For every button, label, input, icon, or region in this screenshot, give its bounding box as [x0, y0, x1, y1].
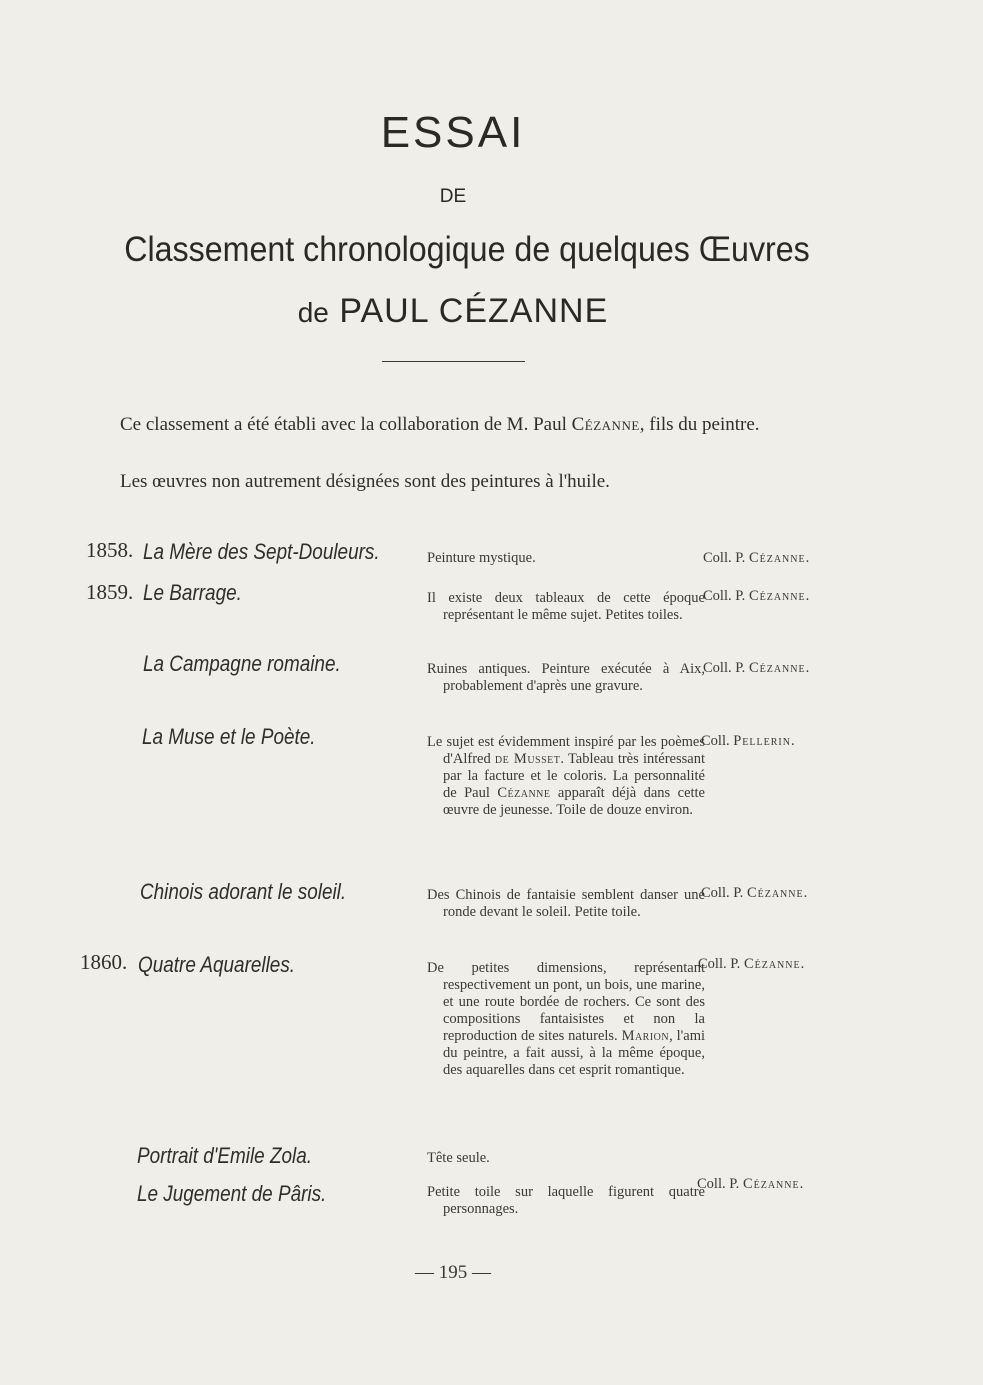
collection-prefix: Coll. P. [701, 885, 744, 901]
entry-description: Peinture mystique. [427, 550, 536, 566]
description-name: Marion [621, 1028, 670, 1044]
entry-description: Des Chinois de fantaisie semblent danser une ronde devant le soleil. Petite toile. [427, 887, 705, 920]
collection-name: Cézanne. [748, 660, 811, 676]
collection-prefix: Coll. P. [698, 956, 741, 972]
intro-text: Ce classement a été établi avec la collaboration de M. Paul [120, 414, 572, 435]
collection-prefix: Coll. P. [703, 660, 746, 676]
collection-name: Cézanne. [748, 588, 811, 604]
entry-year: 1860. [80, 950, 128, 974]
description-text: . Tableau très intéressant par la facture et le coloris. La personnalité de Paul [443, 751, 705, 801]
collection-name: Cézanne. [748, 550, 811, 566]
entry-description: Petite toile sur laquelle figurent quatre personnages. [427, 1184, 705, 1217]
author-name: PAUL CÉZANNE [339, 292, 609, 330]
collection-name: Cézanne. [743, 956, 806, 972]
intro-name: Cézanne [571, 414, 640, 435]
intro-paragraph-1 [87, 412, 847, 437]
page-number: — 195 — [415, 1262, 491, 1283]
title-essai: ESSAI [380, 108, 526, 157]
entry-title: Chinois adorant le soleil. [140, 879, 347, 904]
author-prefix: de [297, 297, 329, 328]
title-author [0, 292, 906, 331]
entry-description: Ruines antiques. Peinture exécutée à Aix, probablement d'après une gravure. [427, 661, 705, 694]
intro-paragraph-2: Les œuvres non autrement désignées sont des peintures à l'huile. [120, 471, 610, 492]
intro-text-end: , fils du peintre. [639, 414, 760, 435]
description-name: Cézanne [497, 785, 551, 801]
entry-description [427, 734, 705, 819]
entry-collection [703, 588, 810, 605]
entry-title: La Muse et le Poète. [142, 724, 316, 749]
entry-collection [703, 550, 810, 567]
collection-prefix: Coll. P. [697, 1176, 740, 1192]
entry-description: Il existe deux tableaux de cette époque représentant le même sujet. Petites toiles. [427, 590, 705, 623]
collection-prefix: Coll. P. [703, 550, 746, 566]
description-text: apparaît déjà dans cette œuvre de jeunesse. Toile de douze environ. [443, 785, 705, 818]
entry-collection [701, 885, 808, 902]
collection-name: Cézanne. [742, 1176, 805, 1192]
entry-title: Le Jugement de Pâris. [137, 1181, 327, 1206]
collection-prefix: Coll. [701, 733, 730, 749]
entry-title: Quatre Aquarelles. [138, 952, 296, 977]
entry-title: La Mère des Sept-Douleurs. [143, 539, 380, 564]
entry-collection [698, 956, 805, 973]
entry-collection [697, 1176, 804, 1193]
entry-title: Le Barrage. [143, 580, 242, 605]
entry-collection [701, 733, 796, 750]
entry-title: Portrait d'Emile Zola. [137, 1143, 313, 1168]
description-name: de Musset [494, 751, 561, 767]
title-de: DE [439, 186, 467, 207]
entry-description: Tête seule. [427, 1150, 490, 1166]
collection-prefix: Coll. P. [703, 588, 746, 604]
entry-collection [703, 660, 810, 677]
page-title: Classement chronologique de quelques Œuvres [124, 230, 810, 269]
collection-name: Cézanne. [746, 885, 809, 901]
collection-name: Pellerin. [733, 733, 796, 749]
description-text: Le sujet est évidemment inspiré par les poèmes d'Alfred [427, 734, 705, 767]
description-text: De petites dimensions, représentant respectivement un pont, un bois, une marine, et une route bordée de rochers. Ce sont des compositions fantaisistes et non la reproduction de sites naturels. [427, 960, 705, 1044]
entry-year: 1859. [86, 580, 134, 604]
entry-description [427, 960, 705, 1079]
description-text: , l'ami du peintre, a fait aussi, à la même époque, des aquarelles dans cet esprit romantique. [443, 1028, 706, 1078]
title-divider [382, 361, 525, 362]
entry-year: 1858. [86, 538, 134, 562]
entry-title: La Campagne romaine. [143, 651, 341, 676]
